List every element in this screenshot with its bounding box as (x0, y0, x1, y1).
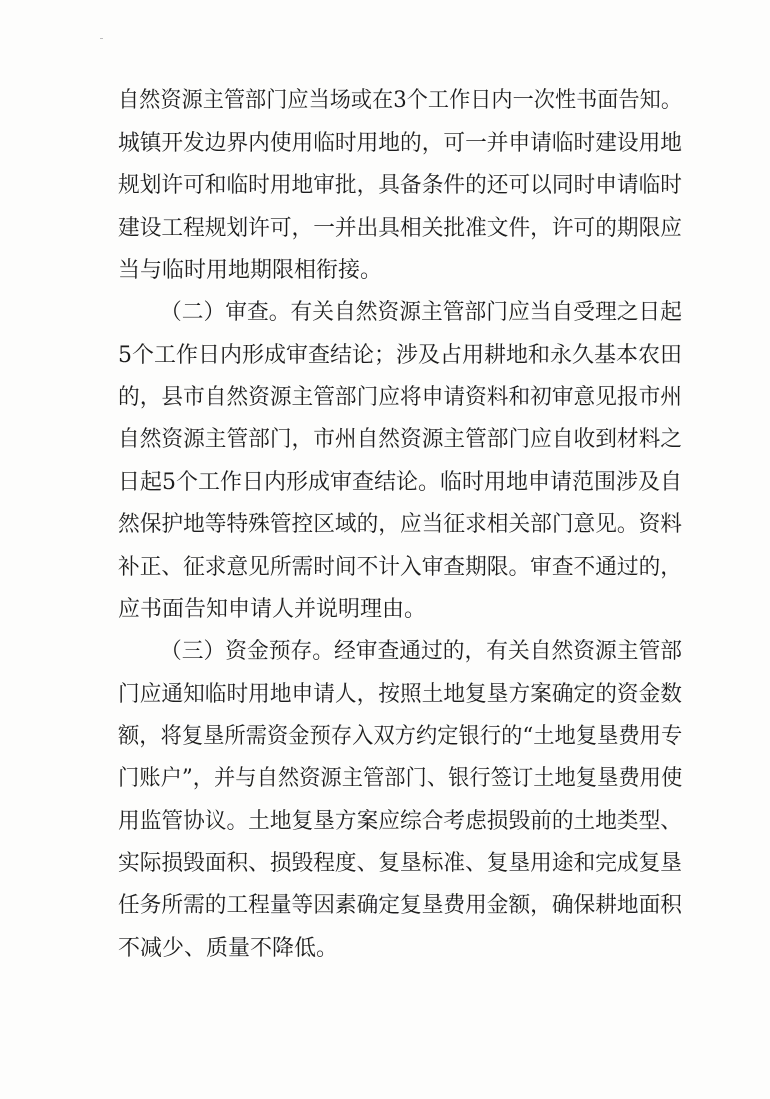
paragraph-line: 然保护地等特殊管控区域的，应当征求相关部门意见。资料 (118, 512, 683, 537)
paragraph-line: 自然资源主管部门，市州自然资源主管部门应自收到材料之 (118, 427, 683, 452)
paragraph-line: 规划许可和临时用地审批，具备条件的还可以同时申请临时 (118, 173, 683, 198)
paragraph-line: 的，县市自然资源主管部门应将申请资料和初审意见报市州 (118, 385, 683, 410)
paragraph-line: 不减少、质量不降低。 (118, 936, 339, 961)
paragraph-line: 应书面告知申请人并说明理由。 (118, 597, 427, 622)
section-heading-deposit: （三）资金预存。经审查通过的，有关自然资源主管部 (160, 639, 683, 664)
paragraph-line: 补正、征求意见所需时间不计入审查期限。审查不通过的， (118, 555, 683, 580)
paragraph-line: 5个工作日内形成审查结论；涉及占用耕地和永久基本农田 (118, 343, 682, 368)
scan-mark (100, 38, 103, 39)
paragraph-line: 实际损毁面积、损毁程度、复垦标准、复垦用途和完成复垦 (118, 851, 683, 876)
paragraph-line: 建设工程规划许可，一并出具相关批准文件，许可的期限应 (118, 216, 683, 241)
section-heading-review: （二）审查。有关自然资源主管部门应当自受理之日起 (160, 300, 683, 325)
paragraph-line: 自然资源主管部门应当场或在3个工作日内一次性书面告知。 (118, 88, 682, 113)
paragraph-line: 门应通知临时用地申请人，按照土地复垦方案确定的资金数 (118, 682, 683, 707)
paragraph-line: 当与临时用地期限相衔接。 (118, 258, 383, 283)
paragraph-line: 额，将复垦所需资金预存入双方约定银行的“土地复垦费用专 (118, 724, 683, 749)
paragraph-line: 城镇开发边界内使用临时用地的，可一并申请临时建设用地 (118, 131, 683, 156)
paragraph-line: 用监管协议。土地复垦方案应综合考虑损毁前的土地类型、 (118, 809, 683, 834)
paragraph-line: 门账户”，并与自然资源主管部门、银行签订土地复垦费用使 (118, 766, 683, 791)
paragraph-line: 日起5个工作日内形成审查结论。临时用地申请范围涉及自 (118, 470, 682, 495)
paragraph-line: 任务所需的工程量等因素确定复垦费用金额，确保耕地面积 (118, 893, 683, 918)
